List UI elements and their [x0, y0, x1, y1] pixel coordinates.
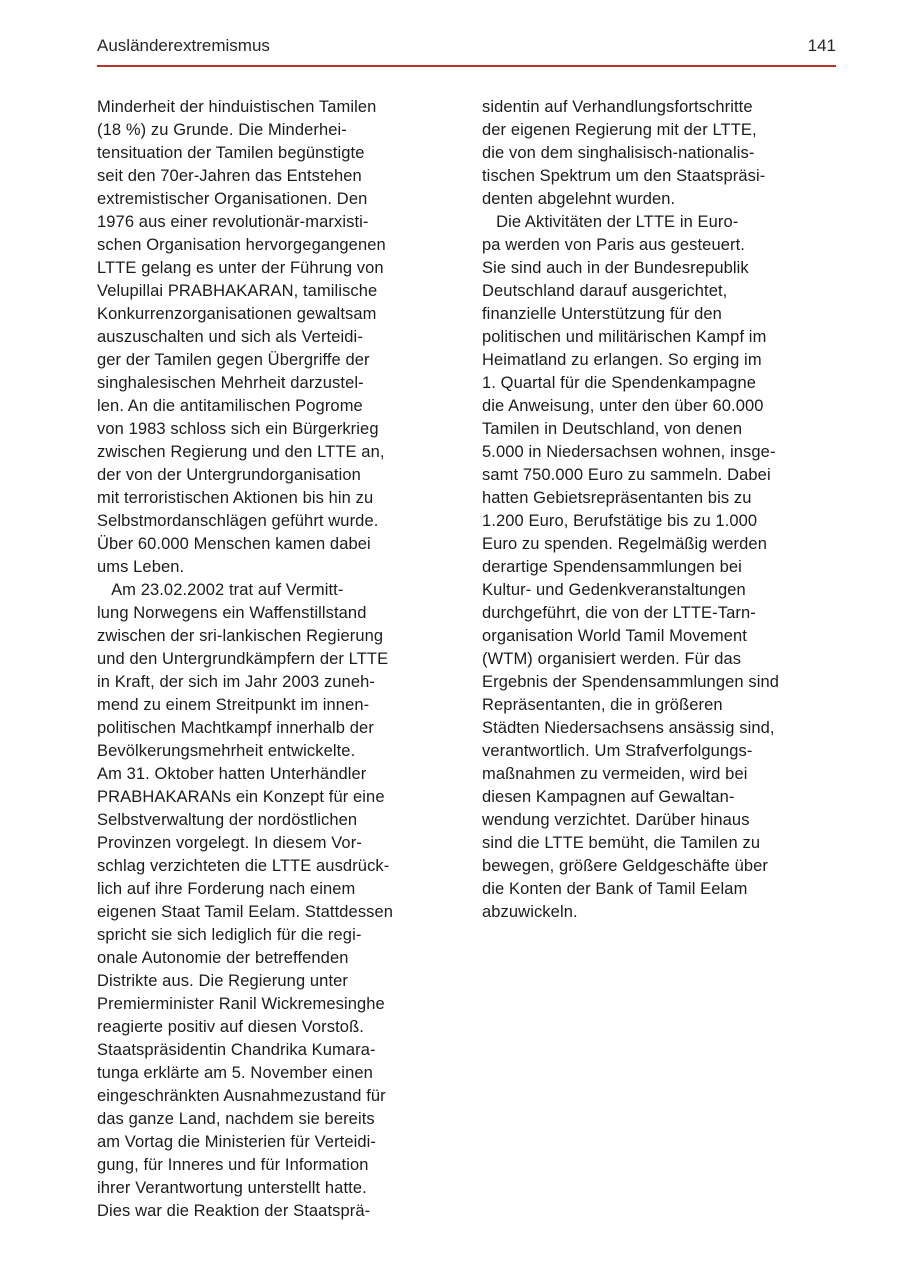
- page-header: [97, 36, 836, 65]
- text-column-left: Minderheit der hinduistischen Tamilen (18 %) zu Grunde. Die Minderhei- tensituation der Tamilen begünstigte seit den 70er-Jahren das Entstehen extremistischer Organisationen. Den 1976 aus einer revolutionär-marxisti- schen Organisation hervorgegangenen LTTE gelang es unter der Führung von Velupillai PRABHAKARAN, tamilische Konkurrenzorganisationen gewaltsam auszuschalten und sich als Verteidi- ger der Tamilen gegen Übergriffe der singhalesischen Mehrheit darzustel- len. An die antitamilischen Pogrome von 1983 schloss sich ein Bürgerkrieg zwischen Regierung und den LTTE an, der von der Untergrundorganisation mit terroristischen Aktionen bis hin zu Selbstmordanschlägen geführt wurde. Über 60.000 Menschen kamen dabei ums Leben. Am 23.02.2002 trat auf Vermitt- lung Norwegens ein Waffenstillstand zwischen der sri-lankischen Regierung und den Untergrundkämpfern der LTTE in Kraft, der sich im Jahr 2003 zuneh- mend zu einem Streitpunkt im innen- politischen Machtkampf innerhalb der Bevölkerungsmehrheit entwickelte. Am 31. Oktober hatten Unterhändler PRABHAKARANs ein Konzept für eine Selbstverwaltung der nordöstlichen Provinzen vorgelegt. In diesem Vor- schlag verzichteten die LTTE ausdrück- lich auf ihre Forderung nach einem eigenen Staat Tamil Eelam. Stattdessen spricht sie sich lediglich für die regi- onale Autonomie der betreffenden Distrikte aus. Die Regierung unter Premierminister Ranil Wickremesinghe reagierte positiv auf diesen Vorstoß. Staatspräsidentin Chandrika Kumara- tunga erklärte am 5. November einen eingeschränkten Ausnahmezustand für das ganze Land, nachdem sie bereits am Vortag die Ministerien für Verteidi- gung, für Inneres und für Information ihrer Verantwortung unterstellt hatte. Dies war die Reaktion der Staatsprä-: [97, 98, 394, 1220]
- text-column-right: sidentin auf Verhandlungsfortschritte der eigenen Regierung mit der LTTE, die von dem singhalisisch-nationalis- tischen Spektrum um den Staatspräsi- denten abgelehnt wurden. Die Aktivitäten der LTTE in Euro- pa werden von Paris aus gesteuert. Sie sind auch in der Bundesrepublik Deutschland darauf ausgerichtet, finanzielle Unterstützung für den politischen und militärischen Kampf im Heimatland zu erlangen. So erging im 1. Quartal für die Spendenkampagne die Anweisung, unter den über 60.000 Tamilen in Deutschland, von denen 5.000 in Niedersachsen wohnen, insge- samt 750.000 Euro zu sammeln. Dabei hatten Gebietsrepräsentanten bis zu 1.200 Euro, Berufstätige bis zu 1.000 Euro zu spenden. Regelmäßig werden derartige Spendensammlungen bei Kultur- und Gedenkveranstaltungen durchgeführt, die von der LTTE-Tarn- organisation World Tamil Movement (WTM) organisiert werden. Für das Ergebnis der Spendensammlungen sind Repräsentanten, die in größeren Städten Niedersachsens ansässig sind, verantwortlich. Um Strafverfolgungs- maßnahmen zu vermeiden, wird bei diesen Kampagnen auf Gewaltan- wendung verzichtet. Darüber hinaus sind die LTTE bemüht, die Tamilen zu bewegen, größere Geldgeschäfte über die Konten der Bank of Tamil Eelam abzuwickeln.: [482, 98, 780, 921]
- body-text-columns: [97, 96, 836, 1223]
- header-rule: [97, 65, 836, 67]
- running-title: Ausländerextremismus: [97, 36, 270, 55]
- page-number: 141: [807, 36, 836, 55]
